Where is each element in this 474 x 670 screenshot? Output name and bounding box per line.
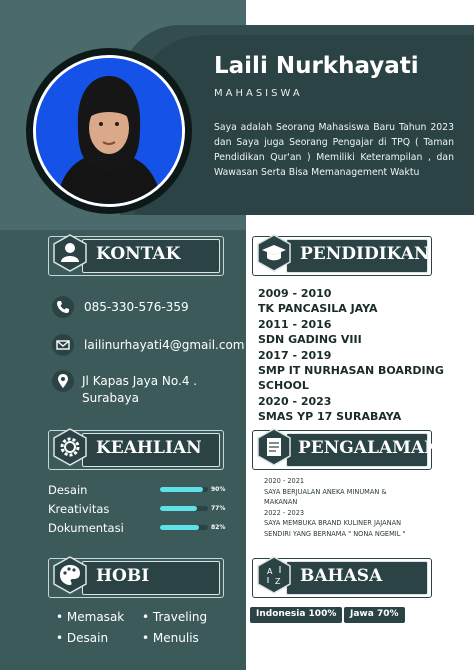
education-line: SMAS YP 17 SURABAYA [258, 410, 402, 424]
experience-line: MAKANAN [264, 498, 298, 507]
location-pin-icon [52, 370, 74, 392]
skill-bar-fill [160, 525, 199, 530]
person-icon [50, 233, 90, 273]
profile-name: Laili Nurkhayati [214, 53, 419, 79]
profile-about: Saya adalah Seorang Mahasiswa Baru Tahun 2023 dan Saya juga Seorang Pengajar di TPQ ( Taman Pendidikan Qur'an ) Memiliki Keterampilan , dan Wawasan Serta Bisa Memanagement Waktu [214, 122, 454, 178]
section-header-pendidikan [252, 236, 432, 276]
skill-bar-fill [160, 487, 203, 492]
section-title-kontak: KONTAK [96, 244, 181, 264]
experience-line: SAYA BERJUALAN ANEKA MINUMAN & [264, 487, 387, 496]
section-title-pendidikan: PENDIDIKAN [300, 244, 430, 264]
experience-list [264, 476, 464, 540]
skill-percent: 77% [211, 505, 226, 512]
document-icon [254, 427, 294, 467]
skill-percent: 82% [211, 524, 226, 531]
svg-text:A: A [267, 567, 273, 576]
skill-bar-track [160, 525, 208, 530]
gear-icon [50, 427, 90, 467]
graduation-cap-icon [254, 233, 294, 273]
contact-phone: 085-330-576-359 [84, 300, 189, 314]
contact-email: lailinurhayati4@gmail.com [84, 338, 245, 352]
section-title-hobi: HOBI [96, 566, 150, 586]
section-header-bahasa [252, 558, 432, 598]
education-list [258, 286, 468, 425]
svg-text:Z: Z [275, 577, 281, 586]
skill-bar-fill [160, 506, 197, 511]
contact-address-line1: Jl Kapas Jaya No.4 . [82, 374, 198, 388]
education-line: 2017 - 2019 [258, 348, 332, 362]
skill-percent: 90% [211, 486, 226, 493]
skill-bar-track [160, 487, 208, 492]
skill-name: Kreativitas [48, 502, 110, 516]
phone-icon [52, 296, 74, 318]
palette-icon [50, 555, 90, 595]
experience-line: SENDIRI YANG BERNAMA " NONA NGEMIL " [264, 529, 406, 538]
section-header-hobi [48, 558, 224, 598]
section-header-keahlian [48, 430, 224, 470]
section-title-keahlian: KEAHLIAN [96, 438, 202, 458]
hobby-item: • Traveling [142, 610, 208, 624]
skill-name: Dokumentasi [48, 521, 124, 535]
education-line: SMP IT NURHASAN BOARDING [258, 364, 444, 378]
skill-name: Desain [48, 483, 88, 497]
hobby-item: • Desain [56, 631, 109, 645]
education-line: SCHOOL [258, 379, 309, 393]
language-icon [254, 555, 294, 595]
language-item: Indonesia 100% [250, 607, 342, 623]
education-line: SDN GADING VIII [258, 333, 362, 347]
profile-role: MAHASISWA [214, 88, 303, 99]
education-line: 2020 - 2023 [258, 394, 332, 408]
experience-line: 2020 - 2021 [264, 477, 305, 485]
language-item: Jawa 70% [344, 607, 405, 623]
education-line: TK PANCASILA JAYA [258, 302, 378, 316]
profile-photo [33, 55, 185, 207]
section-header-pengalaman [252, 430, 440, 470]
hobby-item: • Menulis [142, 631, 199, 645]
mail-icon [52, 334, 74, 356]
experience-line: 2022 - 2023 [264, 508, 305, 517]
hobby-item: • Memasak [56, 610, 125, 624]
skill-bar-track [160, 506, 208, 511]
section-title-bahasa: BAHASA [300, 566, 383, 586]
section-title-pengalaman: PENGALAMAN [298, 438, 440, 458]
contact-address-line2: Surabaya [82, 391, 139, 405]
experience-line: SAYA MEMBUKA BRAND KULINER JAJANAN [264, 519, 402, 528]
education-line: 2009 - 2010 [258, 287, 332, 300]
section-header-kontak [48, 236, 224, 276]
education-line: 2011 - 2016 [258, 317, 332, 331]
